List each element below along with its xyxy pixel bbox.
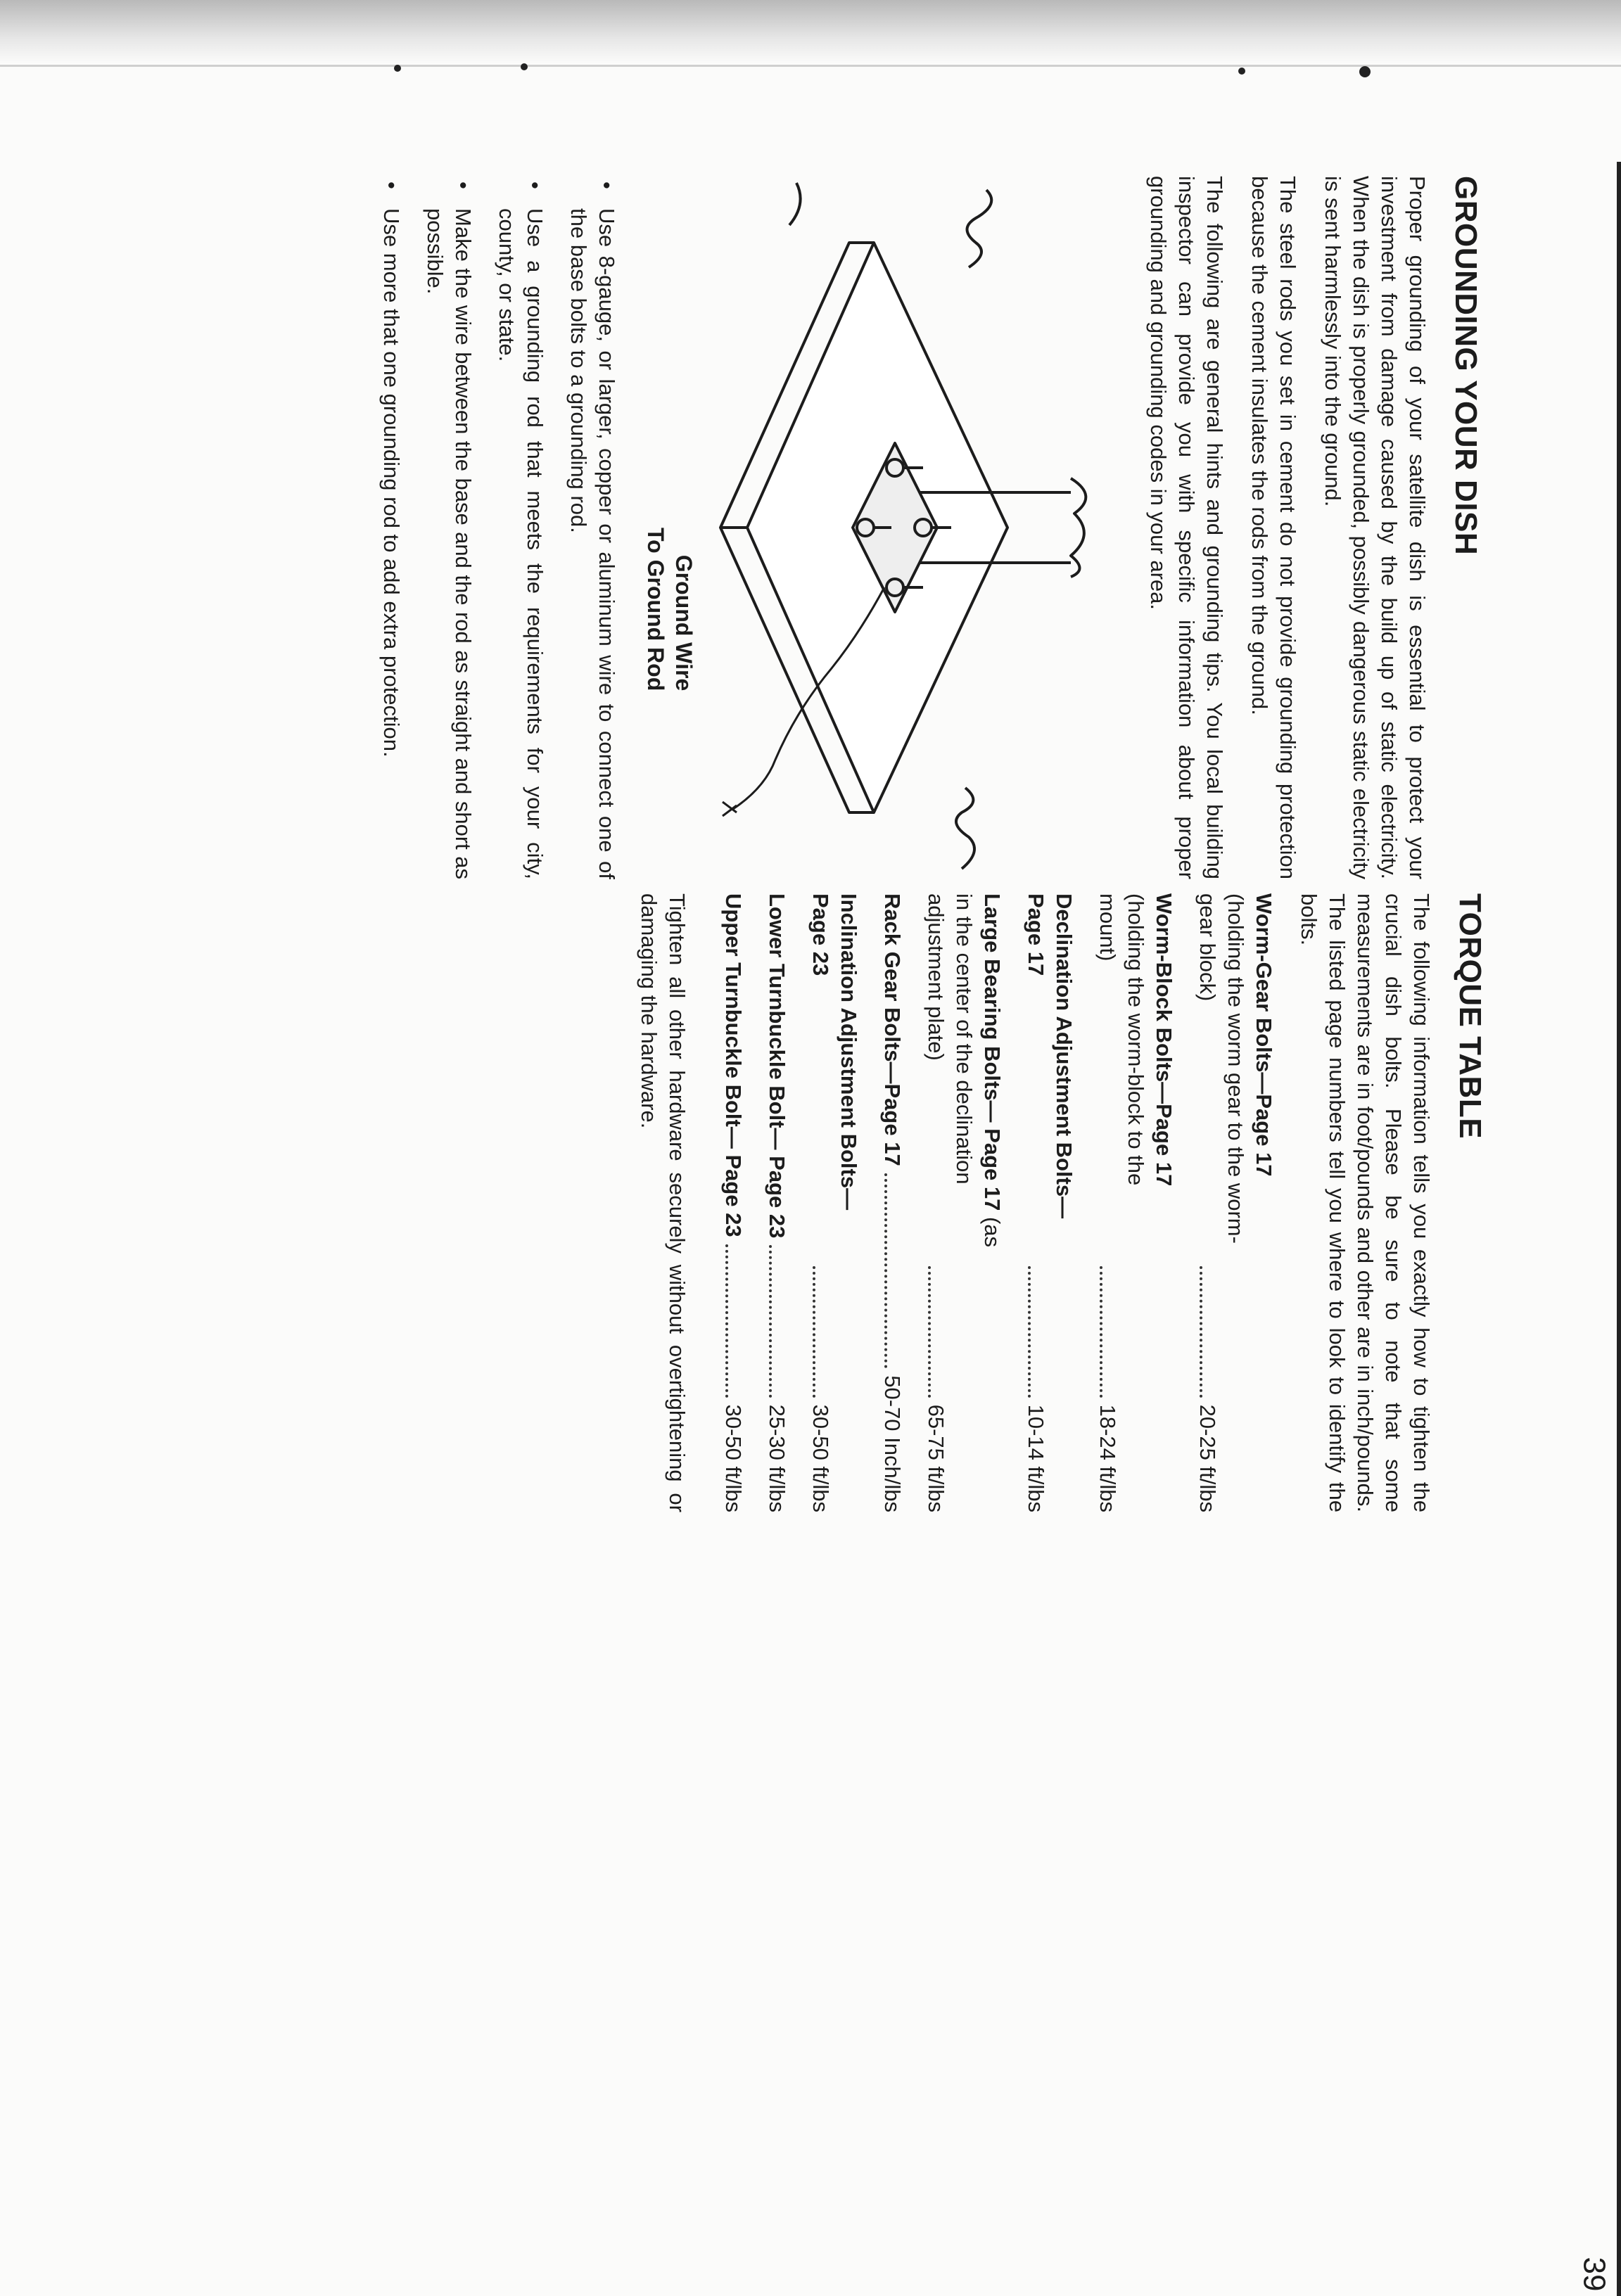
torque-bolt-detail: (as in the center of the declination adjustment plate) xyxy=(924,893,1005,1248)
grounding-paragraph-2: The steel rods you set in cement do not provide grounding protection because the cement insulates the rods from the ground. xyxy=(1247,176,1300,879)
torque-bolt-name: Inclination Adjustment Bolts—Page 23 xyxy=(808,893,861,1211)
dot-leader xyxy=(884,1173,887,1369)
torque-row xyxy=(806,893,863,1512)
dot-leader xyxy=(1100,1266,1102,1398)
torque-row xyxy=(1022,893,1078,1512)
torque-value: 25-30 ft/lbs xyxy=(765,1404,789,1512)
torque-value: 18-24 ft/lbs xyxy=(1095,1404,1120,1512)
torque-bolt-name: Worm-Gear Bolts—Page 17 xyxy=(1252,893,1276,1177)
dot-leader xyxy=(1028,1266,1031,1398)
torque-row xyxy=(1193,893,1278,1512)
dish-base-drawing xyxy=(635,176,1127,879)
torque-value: 10-14 ft/lbs xyxy=(1024,1404,1048,1512)
grounding-paragraph-3: The following are general hints and grounding tips. You local building inspector can provide you with specific information about proper grounding and grounding codes in your area. xyxy=(1146,176,1227,879)
torque-value: 30-50 ft/lbs xyxy=(721,1404,746,1512)
torque-bolt-name: Worm-Block Bolts—Page 17 xyxy=(1152,893,1176,1187)
dot-leader xyxy=(769,1245,772,1397)
dot-leader xyxy=(725,1244,728,1398)
list-item: • Use 8-gauge, or larger, copper or aluminum wire to connect one of the base bolts to a grounding rod. xyxy=(564,176,621,879)
torque-value: 50-70 Inch/lbs xyxy=(880,1375,905,1512)
torque-title: TORQUE TABLE xyxy=(1453,893,1487,1140)
torque-value: 30-50 ft/lbs xyxy=(808,1404,833,1512)
torque-value: 65-75 ft/lbs xyxy=(924,1404,948,1512)
grounding-illustration xyxy=(635,176,1127,879)
grounding-tips-list xyxy=(377,176,621,879)
torque-row xyxy=(719,893,747,1512)
dot-leader xyxy=(928,1266,931,1398)
torque-bolt-name: Upper Turnbuckle Bolt— Page 23 xyxy=(721,893,746,1237)
torque-bolt-name: Lower Turnbuckle Bolt— Page 23 xyxy=(765,893,789,1239)
dot-leader xyxy=(813,1266,815,1398)
torque-bolt-name: Large Bearing Bolts— Page 17 xyxy=(980,893,1005,1211)
ground-wire-label-line1: Ground Wire xyxy=(671,554,697,691)
torque-bolt-name: Declination Adjustment Bolts—Page 17 xyxy=(1024,893,1076,1219)
ground-wire-label-line2: To Ground Rod xyxy=(643,528,668,691)
torque-row xyxy=(763,893,791,1512)
torque-row xyxy=(922,893,1006,1512)
dot-leader xyxy=(1200,1266,1202,1398)
torque-row xyxy=(878,893,906,1512)
grounding-section xyxy=(362,176,1483,879)
torque-value: 20-25 ft/lbs xyxy=(1195,1404,1220,1512)
torque-bolt-detail: (holding the worm-block to the mount) xyxy=(1095,893,1148,1186)
torque-bolt-name: Rack Gear Bolts—Page 17 xyxy=(880,893,905,1166)
torque-row xyxy=(1093,893,1178,1512)
torque-section xyxy=(618,893,1487,1512)
grounding-title: GROUNDING YOUR DISH xyxy=(1449,176,1483,556)
torque-closing: Tighten all other hardware securely without overtightening or damaging the hardware. xyxy=(637,893,689,1512)
torque-bolt-detail: (holding the worm gear to the worm-gear block) xyxy=(1195,893,1248,1244)
ground-wire-label xyxy=(642,528,698,691)
list-item: • Use more that one grounding rod to add extra protection. xyxy=(377,176,405,879)
list-item: • Make the wire between the base and the rod as straight and short as possible. xyxy=(421,176,477,879)
page-number: 39 xyxy=(1577,2257,1612,2292)
grounding-paragraph-1: Proper grounding of your satellite dish is essential to protect your investment from damage caused by the build up of static electricity. When the dish is properly grounded, possibly dangerous static electricity is sent harmlessly into the ground. xyxy=(1321,176,1430,879)
list-item: • Use a grounding rod that meets the requirements for your city, county, or state. xyxy=(492,176,549,879)
torque-intro: The following information tells you exactly how to tighten the crucial dish bolts. Please be sure to note that some measurements are in foot/pounds and other are in inch/pounds. The listed page numbers tell you where to look to identify the bolts. xyxy=(1297,893,1434,1512)
